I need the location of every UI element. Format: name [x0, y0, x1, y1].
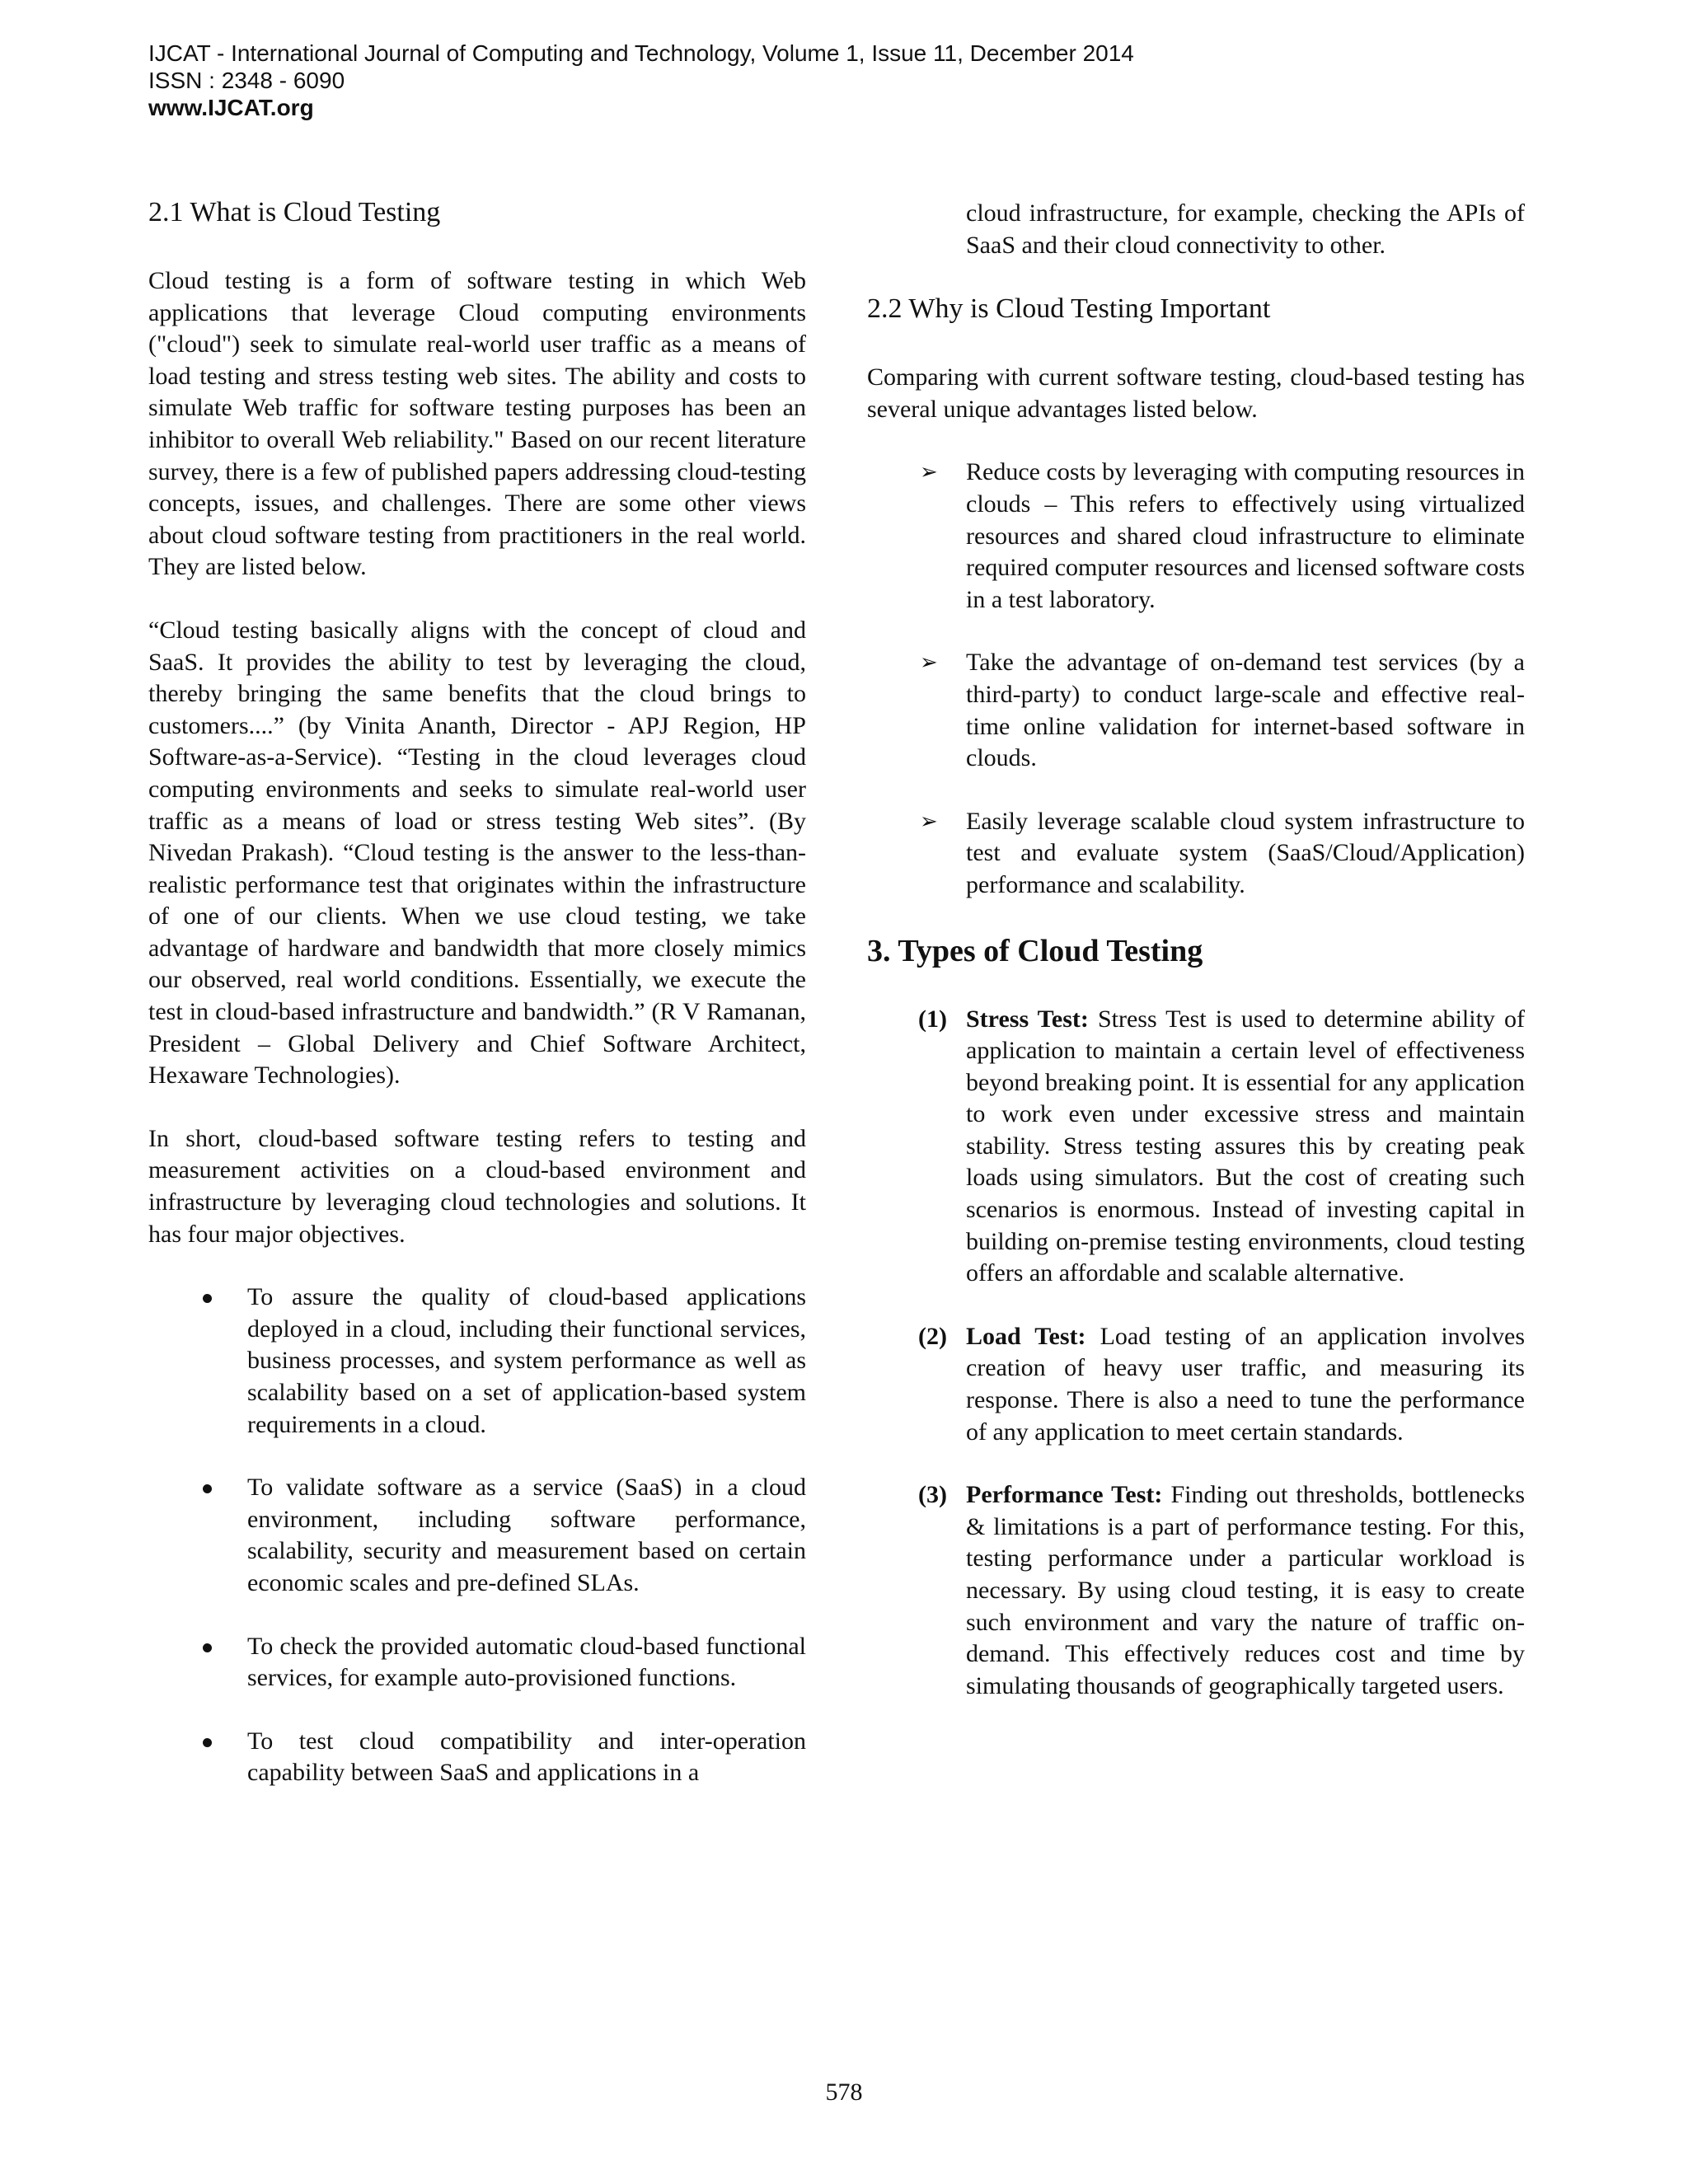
arrow-bullet-icon: ➢ [920, 650, 938, 676]
objective-text: To validate software as a service (SaaS) in a cloud environment, including software performance, scalability, security and measurement based on certain economic scales and pre-defined SLAs. [247, 1474, 806, 1596]
type-description: Finding out thresholds, bottlenecks & limitations is a part of performance testing. For this, testing performance under a particular workload is necessary. By using cloud testing, it is easy to create such environment and vary the nature of traffic on-demand. This effectively reduces cost and time by simulating thousands of geographically targeted users. [966, 1481, 1525, 1699]
section-heading-3: 3. Types of Cloud Testing [867, 933, 1203, 968]
journal-title-line: IJCAT - International Journal of Computing and Technology, Volume 1, Issue 11, December 2014 [148, 40, 1134, 66]
arrow-bullet-icon: ➢ [920, 808, 938, 834]
list-item [867, 457, 1525, 616]
list-item [148, 1472, 806, 1599]
objective-text: To check the provided automatic cloud-based functional services, for example auto-provisioned functions. [247, 1632, 806, 1692]
item-number: (2) [918, 1322, 947, 1350]
paragraph-definition: Cloud testing is a form of software testing in which Web applications that leverage Cloud computing environments ("cloud") seek to simulate real-world user traffic as a means of load testing and stress testing web sites. The ability and costs to simulate Web traffic for software testing purposes has been an inhibitor to overall Web reliability." Based on our recent literature survey, there is a few of published papers addressing cloud-testing concepts, issues, and challenges. There are some other views about cloud software testing from practitioners in the real world. They are listed below. [148, 267, 806, 581]
item-number: (1) [918, 1005, 947, 1033]
objectives-list [148, 1282, 806, 1789]
advantage-text: Take the advantage of on-demand test services (by a third-party) to conduct large-scale and effective real-time online validation for internet-based software in clouds. [966, 649, 1525, 772]
journal-header [148, 40, 1134, 121]
advantage-text: Reduce costs by leveraging with computing resources in clouds – This refers to effectively using virtualized resources and shared cloud infrastructure to eliminate required computer resources and licensed software costs in a test laboratory. [966, 458, 1525, 613]
list-item [867, 806, 1525, 902]
objective-text: To assure the quality of cloud-based applications deployed in a cloud, including their functional services, business processes, and system performance as well as scalability based on a set of application-based system requirements in a cloud. [247, 1283, 806, 1438]
paragraph-quotes: “Cloud testing basically aligns with the concept of cloud and SaaS. It provides the ability to test by leveraging the cloud, thereby bringing the same benefits that the cloud brings to customers....” (by Vinita Ananth, Director - APJ Region, HP Software-as-a-Service). “Testing in the cloud leverages cloud computing environments and seeks to simulate real-world user traffic as a means of load or stress testing Web sites”. (By Nivedan Prakash). “Cloud testing is the answer to the less-than-realistic performance test that originates within the infrastructure of one of our clients. When we use cloud testing, we take advantage of hardware and bandwidth that more closely mimics our observed, real world conditions. Essentially, we execute the test in cloud-based infrastructure and bandwidth.” (R V Ramanan, President – Global Delivery and Chief Software Architect, Hexaware Technologies). [148, 616, 806, 1090]
list-item [148, 1726, 806, 1789]
list-item [867, 1479, 1525, 1702]
page-number: 578 [825, 2079, 863, 2106]
item-number: (3) [918, 1481, 947, 1509]
right-column [867, 198, 1525, 1733]
list-item [867, 647, 1525, 774]
advantages-list [867, 457, 1525, 901]
arrow-bullet-icon: ➢ [920, 460, 938, 485]
testing-types-list [867, 1004, 1525, 1703]
section-heading-2-2: 2.2 Why is Cloud Testing Important [867, 293, 1271, 325]
type-term: Stress Test: [966, 1005, 1089, 1033]
list-item [867, 1004, 1525, 1290]
list-item [867, 1321, 1525, 1448]
section-heading-2-1: 2.1 What is Cloud Testing [148, 197, 441, 227]
paragraph-objectives-intro: In short, cloud-based software testing refers to testing and measurement activities on a cloud-based environment and infrastructure by leveraging cloud technologies and solutions. It has four major objectives. [148, 1124, 806, 1248]
type-term: Load Test: [966, 1322, 1086, 1350]
type-term: Performance Test: [966, 1481, 1163, 1509]
journal-website-link[interactable]: www.IJCAT.org [148, 95, 314, 120]
left-column [148, 196, 806, 1821]
issn-line: ISSN : 2348 - 6090 [148, 68, 345, 93]
type-description: Load testing of an application involves creation of heavy user traffic, and measuring its response. There is also a need to tune the performance of any application to meet certain standards. [966, 1322, 1525, 1446]
type-description: Stress Test is used to determine ability of application to maintain a certain level of effectiveness beyond breaking point. It is essential for any application to work even under excessive stress and maintain stability. Stress testing assures this by creating peak loads using simulators. But the cost of creating such scenarios is enormous. Instead of investing capital in building on-premise testing environments, cloud testing offers an affordable and scalable alternative. [966, 1005, 1525, 1287]
list-item [148, 1631, 806, 1694]
objective-continuation: cloud infrastructure, for example, checking the APIs of SaaS and their cloud connectivity to other. [966, 199, 1525, 259]
advantage-text: Easily leverage scalable cloud system infrastructure to test and evaluate system (SaaS/Cloud/Application) performance and scalability. [966, 807, 1525, 898]
list-item [148, 1282, 806, 1441]
paragraph-advantages-intro: Comparing with current software testing, cloud-based testing has several unique advantages listed below. [867, 363, 1525, 423]
objective-text: To test cloud compatibility and inter-operation capability between SaaS and applications in a [247, 1727, 806, 1787]
